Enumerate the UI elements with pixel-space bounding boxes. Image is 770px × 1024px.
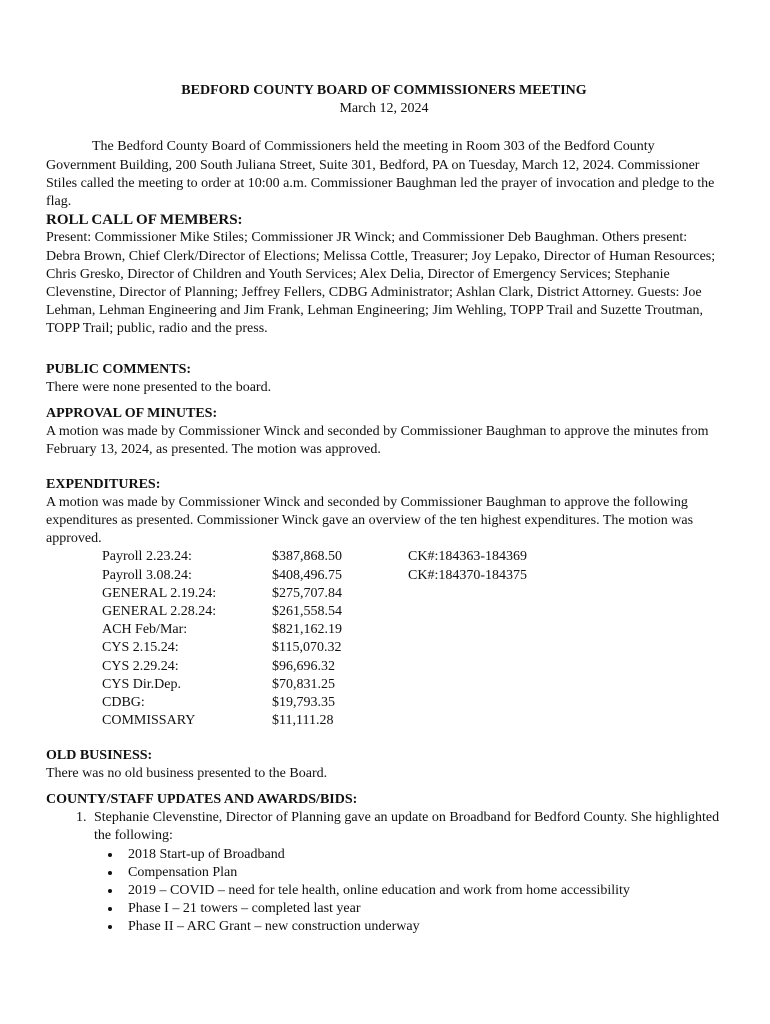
expenditure-row [102,639,527,657]
expenditure-amount: $19,793.35 [272,695,335,711]
approval-of-minutes-text: A motion was made by Commissioner Winck and seconded by Commissioner Baughman to approve the minutes from February 13, 2024, as presented. The motion was approved. [46,424,709,458]
public-comments-text: There were none presented to the board. [46,379,272,395]
update-item-text: Stephanie Clevenstine, Director of Planning gave an update on Broadband for Bedford County. She highlighted the following: [94,810,720,844]
expenditure-row [102,548,527,566]
expenditure-amount: $821,162.19 [272,622,342,638]
intro-paragraph: The Bedford County Board of Commissioners held the meeting in Room 303 of the Bedford County Government Building, 200 South Juliana Street, Suite 301, Bedford, PA on Tuesday, March 12, 2024. Commissioner Stiles called the meeting to order at 10:00 a.m. Commissioner Baughman led the prayer of invocation and pledge to the flag. [46,139,715,210]
updates-list [46,809,722,936]
expenditures-text: A motion was made by Commissioner Winck and seconded by Commissioner Baughman to approve the following expenditures as presented. Commissioner Winck gave an overview of the ten highest expenditures. The motion was approved. [46,494,694,547]
expenditure-row [102,676,527,694]
section-spacer [46,731,722,747]
expenditure-row [102,603,527,621]
bullet-item: • Compensation Plan [122,864,722,882]
expenditure-label: ACH Feb/Mar: [102,622,188,638]
expenditure-amount: $261,558.54 [272,604,342,620]
expenditure-amount: $115,070.32 [272,640,342,656]
expenditure-label: CYS 2.15.24: [102,640,179,656]
expenditure-row [102,585,527,603]
expenditure-label: CDBG: [102,695,145,711]
expenditure-label: Payroll 2.23.24: [102,549,192,565]
expenditure-check: CK#:184363-184369 [408,549,527,565]
roll-call-text: Present: Commissioner Mike Stiles; Commissioner JR Winck; and Commissioner Deb Baughman. Others present: Debra Brown, Chief Clerk/Director of Elections; Melissa Cottle, Treasurer; Joy Lepako, Director of Human Resources; Chris Gresko, Director of Children and Youth Services; Alex Delia, Director of Emergency Services; Stephanie Clevenstine, Director of Planning; Jeffrey Fellers, CDBG Administrator; Ashlan Clark, District Attorney. Guests: Joe Lehman, Lehman Engineering and Jim Frank, Lehman Engineering; Jim Wehling, TOPP Trail and Suzette Troutman, TOPP Trail; public, radio and the press. [46,230,716,337]
expenditure-amount: $408,496.75 [272,567,342,583]
updates-heading: COUNTY/STAFF UPDATES AND AWARDS/BIDS: [46,791,358,807]
bullet-item: • 2018 Start-up of Broadband [122,846,722,864]
update-bullets [94,846,722,937]
document-title: BEDFORD COUNTY BOARD OF COMMISSIONERS MEETING [181,83,587,98]
section-spacer [46,783,722,791]
expenditure-label: GENERAL 2.28.24: [102,604,217,620]
meeting-date: March 12, 2024 [339,101,429,117]
roll-call-heading: ROLL CALL OF MEMBERS: [46,212,243,229]
expenditure-label: CYS 2.29.24: [102,658,179,674]
section-spacer [46,339,722,361]
update-item [90,809,722,936]
expenditure-row [102,621,527,639]
expenditure-row [102,567,527,585]
expenditure-row [102,694,527,712]
expenditure-label: CYS Dir.Dep. [102,676,181,692]
bullet-item: • 2019 – COVID – need for tele health, online education and work from home accessibility [122,882,722,900]
expenditure-check [408,712,527,730]
expenditure-amount: $70,831.25 [272,676,335,692]
approval-of-minutes-heading: APPROVAL OF MINUTES: [46,406,218,422]
expenditure-label: COMMISSARY [102,713,196,729]
expenditure-amount: $11,111.28 [272,713,334,729]
expenditures-heading: EXPENDITURES: [46,476,161,492]
expenditure-check [408,676,527,694]
expenditure-row [102,712,527,730]
public-comments-heading: PUBLIC COMMENTS: [46,361,192,377]
expenditure-check [408,639,527,657]
expenditure-label: GENERAL 2.19.24: [102,585,217,601]
expenditure-row [102,658,527,676]
document-content [46,82,722,937]
bullet-item: • Phase II – ARC Grant – new construction underway [122,918,722,936]
expenditure-amount: $387,868.50 [272,549,342,565]
section-spacer [46,397,722,405]
expenditure-check [408,658,527,676]
old-business-heading: OLD BUSINESS: [46,747,153,763]
expenditure-check [408,585,527,603]
expenditure-check [408,621,527,639]
expenditure-check: CK#:184370-184375 [408,567,527,583]
expenditure-amount: $275,707.84 [272,585,342,601]
expenditure-label: Payroll 3.08.24: [102,567,192,583]
expenditure-check [408,603,527,621]
expenditure-amount: $96,696.32 [272,658,335,674]
expenditures-table [102,548,527,730]
section-spacer [46,460,722,476]
expenditure-check [408,694,527,712]
bullet-item: • Phase I – 21 towers – completed last year [122,900,722,918]
old-business-text: There was no old business presented to the Board. [46,765,328,781]
